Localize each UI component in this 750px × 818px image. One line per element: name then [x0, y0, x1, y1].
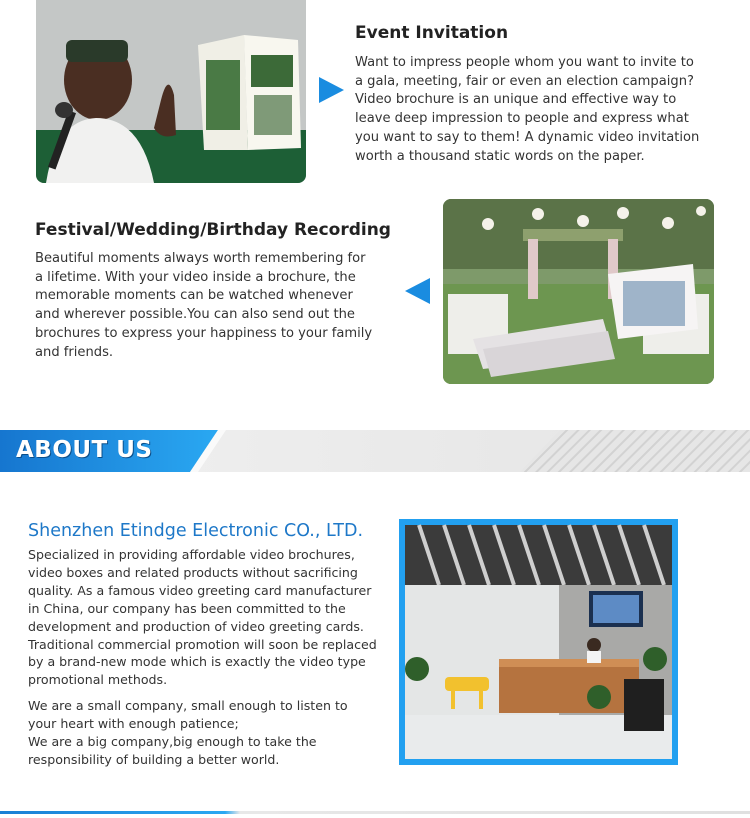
text-line: and friends.	[35, 344, 114, 360]
office-lobby-photo	[399, 519, 678, 765]
text-line: promotional methods.	[28, 672, 168, 688]
company-motto	[28, 697, 348, 769]
company-name: Shenzhen Etindge Electronic CO., LTD.	[28, 521, 364, 541]
text-line: you want to say to them! A dynamic video invitation	[355, 129, 700, 145]
wedding-venue-photo	[443, 199, 714, 384]
arrow-left-icon	[405, 278, 430, 304]
text-line: Specialized in providing affordable video brochures,	[28, 547, 355, 562]
text-line: in China, our company has been committed to the	[28, 600, 346, 616]
festival-recording-description	[35, 250, 372, 362]
event-invitation-description	[355, 54, 699, 166]
text-line: We are a big company,big enough to take the	[28, 733, 317, 749]
text-line: a gala, meeting, fair or even an election campaign?	[355, 73, 694, 89]
about-us-title: ABOUT US	[16, 437, 153, 463]
text-line: video boxes and related products without sacrificing	[28, 564, 358, 580]
text-line: Video brochure is an unique and effective way to	[355, 92, 677, 108]
text-line: your heart with enough patience;	[28, 715, 239, 731]
text-line: responsibility of building a better world.	[28, 751, 280, 767]
event-invitation-title: Event Invitation	[355, 23, 509, 43]
text-line: quality. As a famous video greeting card manufacturer	[28, 582, 372, 598]
text-line: Want to impress people whom you want to invite to	[355, 55, 694, 70]
text-line: Traditional commercial promotion will soon be replaced	[28, 636, 377, 652]
text-line: leave deep impression to people and express what	[355, 111, 689, 127]
text-line: memorable moments can be watched whenever	[35, 288, 353, 304]
text-line: We are a small company, small enough to listen to	[28, 698, 348, 713]
text-line: Beautiful moments always worth remembering for	[35, 251, 366, 266]
text-line: brochures to express your happiness to your family	[35, 325, 373, 341]
text-line: development and production of video greeting cards.	[28, 618, 364, 634]
text-line: worth a thousand static words on the paper.	[355, 148, 645, 164]
text-line: a lifetime. With your video inside a brochure, the	[35, 269, 356, 285]
event-invitation-photo	[36, 0, 306, 183]
festival-recording-title: Festival/Wedding/Birthday Recording	[35, 220, 391, 240]
text-line: and wherever possible.You can also send out the	[35, 307, 355, 323]
company-description	[28, 546, 377, 689]
arrow-right-icon	[319, 77, 344, 103]
text-line: by a brand-new mode which is exactly the video type	[28, 654, 366, 670]
